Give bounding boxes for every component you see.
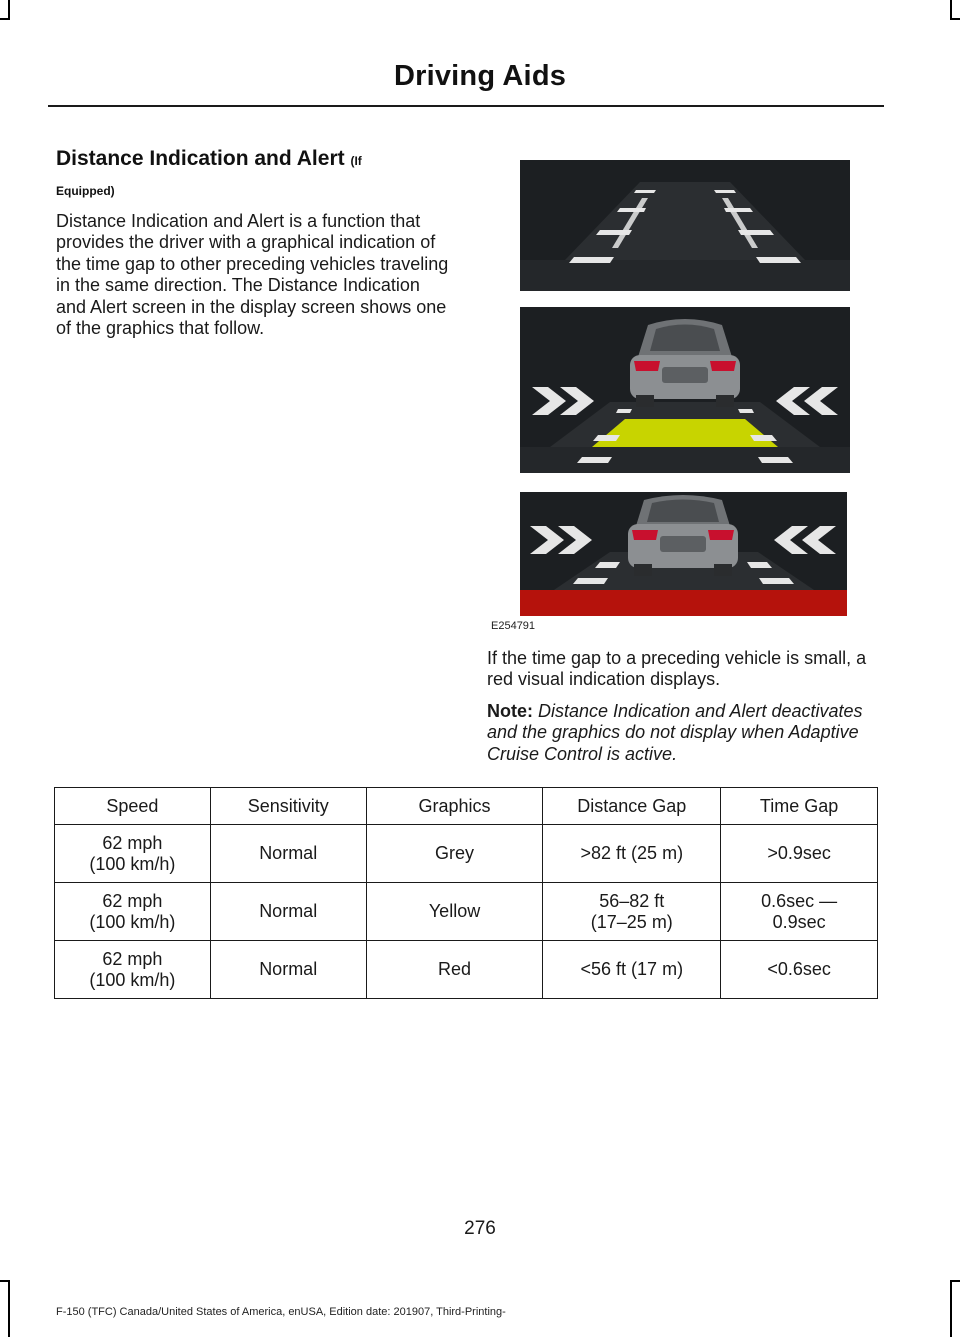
cell-sensitivity: Normal [210, 941, 366, 999]
cell-distance-gap: <56 ft (17 m) [543, 941, 721, 999]
section-title-suffix: (If [350, 154, 362, 168]
left-column [56, 146, 451, 339]
footer-text: F-150 (TFC) Canada/United States of America, enUSA, Edition date: 201907, Third-Printing- [56, 1306, 506, 1318]
cell-graphics: Red [366, 941, 543, 999]
cell-speed: 62 mph (100 km/h) [55, 883, 211, 941]
page-header [0, 60, 960, 93]
header-speed: Speed [55, 788, 211, 825]
cell-sensitivity: Normal [210, 825, 366, 883]
cell-graphics: Grey [366, 825, 543, 883]
section-title-main: Distance Indication and Alert [56, 147, 345, 170]
header-rule [48, 105, 884, 107]
crop-mark-bottom-left-h [0, 1280, 10, 1282]
car-icon [628, 495, 738, 576]
header-graphics: Graphics [366, 788, 543, 825]
car-icon [630, 319, 740, 407]
header-sensitivity: Sensitivity [210, 788, 366, 825]
crop-mark-top-left-v [8, 0, 10, 18]
crop-mark-top-right-h [950, 18, 960, 20]
cell-sensitivity: Normal [210, 883, 366, 941]
crop-mark-bottom-right-h [950, 1280, 960, 1282]
page-number: 276 [464, 1218, 496, 1239]
section-title-equipped: Equipped) [56, 184, 115, 198]
table-header-row [55, 788, 878, 825]
distance-alert-figure [487, 158, 857, 638]
crop-mark-bottom-left-v [8, 1280, 10, 1337]
table-row [55, 883, 878, 941]
cell-time-gap: 0.6sec — 0.9sec [721, 883, 878, 941]
red-indication-paragraph: If the time gap to a preceding vehicle is small, a red visual indication displays. [487, 648, 867, 690]
cell-time-gap: >0.9sec [721, 825, 878, 883]
cell-graphics: Yellow [366, 883, 543, 941]
table-row [55, 825, 878, 883]
header-distance-gap: Distance Gap [543, 788, 721, 825]
right-column [487, 648, 882, 765]
crop-mark-top-left-h [0, 18, 10, 20]
graphic-panel-yellow [520, 307, 850, 473]
table-row [55, 941, 878, 999]
note-text: Distance Indication and Alert deactivates and the graphics do not display when Adaptive Cruise Control is active. [487, 700, 863, 764]
cell-time-gap: <0.6sec [721, 941, 878, 999]
note-paragraph [487, 701, 882, 765]
section-body: Distance Indication and Alert is a function that provides the driver with a graphical indication of the time gap to other preceding vehicles traveling in the same direction. The Distance Indication and Alert screen in the display screen shows one of the graphics that follow. [56, 211, 449, 339]
header-time-gap: Time Gap [721, 788, 878, 825]
note-label: Note: [487, 700, 533, 721]
cell-speed: 62 mph (100 km/h) [55, 941, 211, 999]
figure-code: E254791 [491, 620, 536, 632]
cell-distance-gap: >82 ft (25 m) [543, 825, 721, 883]
time-gap-table [54, 787, 878, 999]
graphic-panel-grey [520, 160, 850, 291]
crop-mark-bottom-right-v [950, 1280, 952, 1337]
section-title [56, 146, 451, 198]
cell-speed: 62 mph (100 km/h) [55, 825, 211, 883]
cell-distance-gap: 56–82 ft (17–25 m) [543, 883, 721, 941]
crop-mark-top-right-v [950, 0, 952, 18]
graphic-panel-red [520, 492, 847, 616]
page-title: Driving Aids [393, 60, 567, 92]
